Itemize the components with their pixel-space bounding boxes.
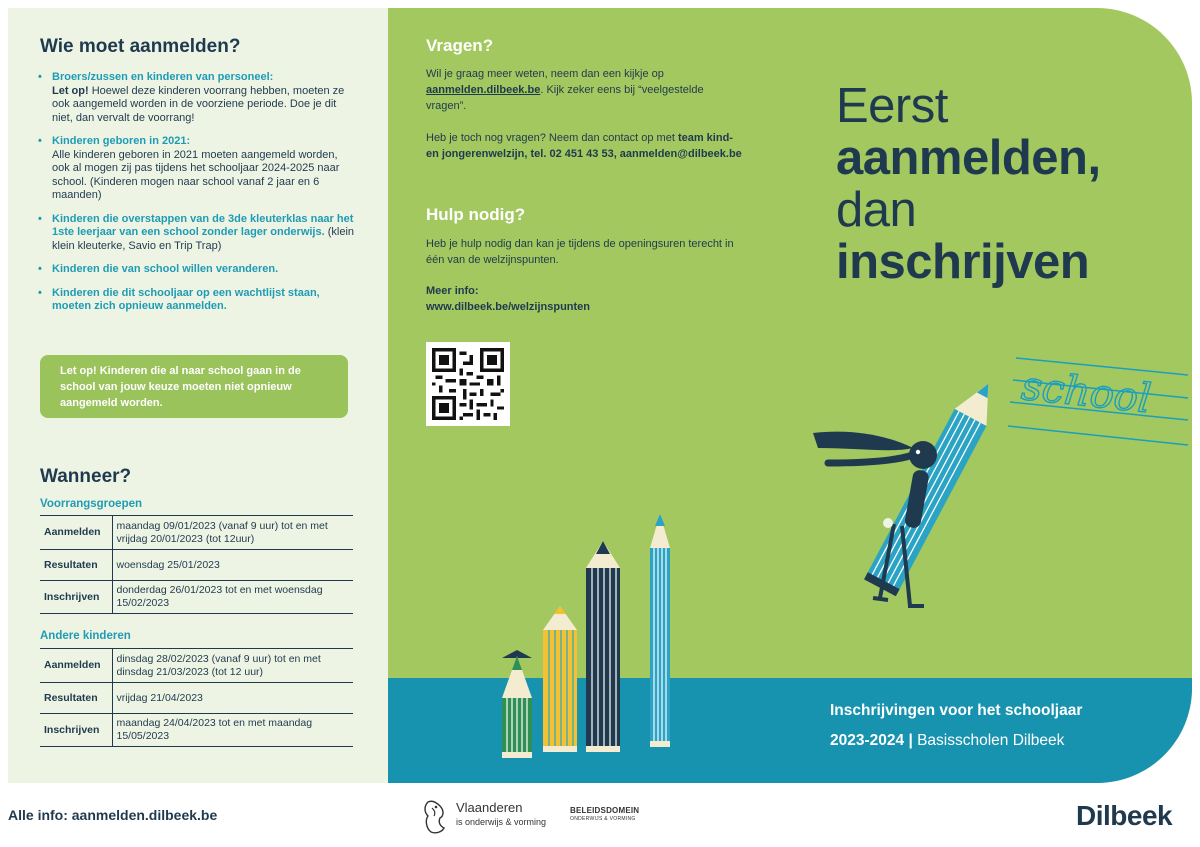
more-info-label: Meer info: xyxy=(426,285,479,297)
when-title: Wanneer? xyxy=(40,466,132,487)
vlaanderen-subtitle: is onderwijs & vorming xyxy=(456,817,547,827)
table-row xyxy=(40,581,353,614)
more-info-link[interactable]: www.dilbeek.be/welzijnspunten xyxy=(426,301,591,313)
beleidsdomein-subtitle: ONDERWIJS & VORMING xyxy=(570,816,636,822)
pencil-green xyxy=(502,650,532,758)
hero-line-1: Eerst xyxy=(836,79,948,133)
row-label: Resultaten xyxy=(40,683,112,714)
left-panel xyxy=(8,8,388,783)
row-label: Aanmelden xyxy=(40,516,112,550)
pencil-blue xyxy=(650,514,670,747)
vlaanderen-name: Vlaanderen xyxy=(456,800,523,815)
row-value: donderdag 26/01/2023 tot en met woensdag 15/02/2023 xyxy=(112,581,353,614)
questions-text: Heb je toch nog vragen? Neem dan contact op met xyxy=(426,132,678,144)
list-item-strong: Let op! xyxy=(52,84,89,97)
row-value: woensdag 25/01/2023 xyxy=(112,550,353,581)
pencil-navy xyxy=(586,541,620,752)
list-item-text: Alle kinderen geboren in 2021 moeten aangemeld worden, ook al mogen zij pas tijdens het schooljaar 2024-2025 naar school. (Kinderen mogen naar school vanaf 2 jaar en 6 maanden) xyxy=(52,148,340,201)
list-item-title: Kinderen die van school willen veranderen. xyxy=(52,263,279,275)
pencil-yellow xyxy=(543,606,577,752)
group-title-priority: Voorrangsgroepen xyxy=(40,498,143,510)
questions-title: Vragen? xyxy=(426,36,494,55)
banner-separator: | xyxy=(908,732,913,749)
table-row xyxy=(40,649,353,683)
questions-text: . Kijk zeker eens bij “veelgestelde vragen”. xyxy=(426,84,704,112)
row-value: maandag 09/01/2023 (vanaf 9 uur) tot en met vrijdag 20/01/2023 (tot 12uur) xyxy=(112,516,353,550)
hero-line-4: inschrijven xyxy=(836,235,1090,289)
list-item xyxy=(38,263,356,277)
row-label: Inschrijven xyxy=(40,581,112,614)
help-text: Heb je hulp nodig dan kan je tijdens de openingsuren terecht in één van de welzijnspunten. xyxy=(426,238,734,266)
table-row xyxy=(40,683,353,714)
table-row xyxy=(40,714,353,747)
list-item xyxy=(38,71,356,125)
help-title: Hulp nodig? xyxy=(426,205,526,224)
all-info-link[interactable]: Alle info: aanmelden.dilbeek.be xyxy=(8,807,218,823)
row-value: vrijdag 21/04/2023 xyxy=(112,683,353,714)
list-item xyxy=(38,287,356,314)
list-item-text: (klein klein kleuterke, Savio en Trip Trap) xyxy=(52,226,355,252)
banner-subtitle xyxy=(830,732,1064,750)
banner-title: Inschrijvingen voor het schooljaar xyxy=(830,702,1083,719)
questions-text: Wil je graag meer weten, neem dan een kijkje op xyxy=(426,68,664,80)
schools-label: Basisscholen Dilbeek xyxy=(917,732,1065,749)
notice-box: Let op! Kinderen die al naar school gaan in de school van jouw keuze moeten niet opnieuw aangemeld worden. xyxy=(40,355,348,418)
hero-heading xyxy=(836,80,1101,288)
green-panel xyxy=(388,8,1192,783)
row-label: Inschrijven xyxy=(40,714,112,747)
row-label: Resultaten xyxy=(40,550,112,581)
list-item-title: Broers/zussen en kinderen van personeel: xyxy=(52,71,274,83)
list-item xyxy=(38,213,356,254)
handwriting-text: school xyxy=(1019,363,1154,423)
vlaanderen-lion-icon xyxy=(422,798,450,836)
schedule-table-others xyxy=(40,648,353,747)
who-title: Wie moet aanmelden? xyxy=(40,36,241,57)
table-row xyxy=(40,550,353,581)
contact-info: team kind- en jongerenwelzijn, tel. 02 451 43 53, aanmelden@dilbeek.be xyxy=(426,132,742,160)
schedule-table-priority xyxy=(40,515,353,614)
school-year: 2023-2024 xyxy=(830,732,905,749)
questions-text-2 xyxy=(426,130,746,162)
faq-link[interactable]: aanmelden.dilbeek.be xyxy=(426,84,541,96)
help-more xyxy=(426,283,746,315)
group-title-others: Andere kinderen xyxy=(40,630,131,642)
hero-line-3: dan xyxy=(836,183,917,237)
table-row xyxy=(40,516,353,550)
list-item-text: Hoewel deze kinderen voorrang hebben, moeten ze ook aangemeld worden in de voorziene periode. Doe je dit niet, dan vervalt de voorrang! xyxy=(52,84,345,124)
qr-code xyxy=(426,342,510,426)
list-item-title: Kinderen die overstappen van de 3de kleuterklas naar het 1ste leerjaar van een school zonder lager onderwijs. xyxy=(52,212,354,238)
list-item-title: Kinderen geboren in 2021: xyxy=(52,135,191,147)
list-item-title: Kinderen die dit schooljaar op een wachtlijst staan, moeten zich opnieuw aanmelden. xyxy=(52,286,320,312)
row-value: dinsdag 28/02/2023 (vanaf 9 uur) tot en met dinsdag 21/03/2023 (tot 12 uur) xyxy=(112,649,353,683)
list-item xyxy=(38,135,356,203)
row-label: Aanmelden xyxy=(40,649,112,683)
row-value: maandag 24/04/2023 tot en met maandag 15/05/2023 xyxy=(112,714,353,747)
who-list xyxy=(38,71,356,324)
questions-text-1 xyxy=(426,66,746,114)
hero-line-2: aanmelden, xyxy=(836,131,1101,185)
beleidsdomein-name: BELEIDSDOMEIN xyxy=(570,806,640,815)
dilbeek-logo: Dilbeek xyxy=(1076,800,1173,831)
